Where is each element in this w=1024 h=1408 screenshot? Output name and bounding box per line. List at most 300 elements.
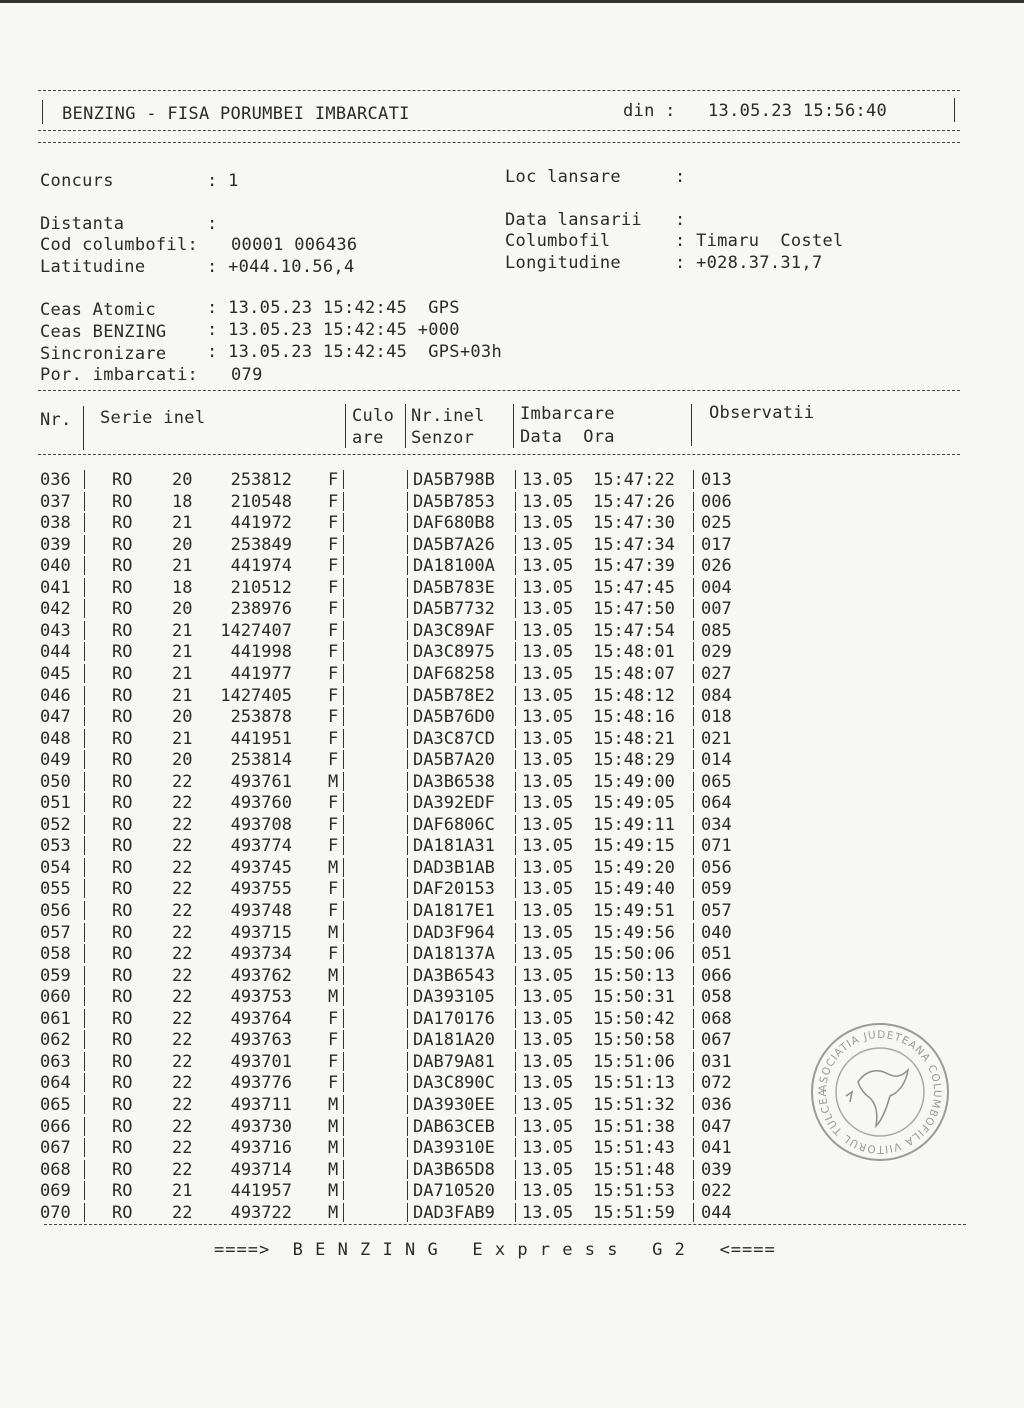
row-sex: F: [328, 577, 339, 598]
column-divider: [515, 1052, 516, 1071]
column-divider: [84, 599, 85, 618]
row-country: RO: [112, 1073, 133, 1094]
lat-label: Latitudine: [40, 257, 146, 277]
column-divider: [515, 556, 516, 575]
row-sensor: DAF680B8: [413, 513, 495, 534]
row-nr: 041: [40, 577, 71, 598]
row-sensor: DA181A20: [413, 1030, 495, 1051]
row-time: 15:48:16: [593, 707, 675, 728]
row-sex: F: [328, 1051, 339, 1072]
row-sensor: DAD3F964: [413, 922, 495, 943]
loc-label: Loc lansare: [505, 167, 621, 187]
col-inel-header-2: Senzor: [411, 428, 475, 448]
column-divider: [693, 492, 694, 511]
table-row: [0, 772, 1024, 794]
column-divider: [343, 966, 344, 985]
row-ring-number: 493745: [230, 857, 292, 878]
row-country: RO: [112, 1094, 133, 1115]
column-divider: [343, 815, 344, 834]
column-divider: [343, 858, 344, 877]
long-value: : +028.37.31,7: [675, 253, 823, 273]
column-divider: [84, 966, 85, 985]
row-country: RO: [112, 1030, 133, 1051]
row-ring-number: 493708: [230, 814, 292, 835]
table-row: [0, 966, 1024, 988]
table-row: [0, 815, 1024, 837]
row-sensor: DA5B76D0: [413, 707, 495, 728]
row-obs: 071: [701, 836, 732, 857]
row-ring-number: 493760: [230, 793, 292, 814]
row-nr: 040: [40, 556, 71, 577]
row-nr: 049: [40, 750, 71, 771]
column-divider: [693, 901, 694, 920]
row-year: 21: [172, 1181, 193, 1202]
column-divider: [515, 923, 516, 942]
row-nr: 069: [40, 1181, 71, 1202]
row-ring-number: 441977: [230, 663, 292, 684]
row-ring-number: 253878: [230, 707, 292, 728]
row-sensor: DA3B65D8: [413, 1159, 495, 1180]
row-date: 13.05: [522, 944, 574, 965]
column-divider: [343, 556, 344, 575]
column-divider: [515, 793, 516, 812]
column-divider: [343, 1181, 344, 1200]
table-row: [0, 901, 1024, 923]
row-year: 22: [172, 814, 193, 835]
row-date: 13.05: [522, 577, 574, 598]
row-nr: 063: [40, 1051, 71, 1072]
table-row: [0, 1160, 1024, 1182]
row-country: RO: [112, 1181, 133, 1202]
table-row: [0, 923, 1024, 945]
column-divider: [693, 987, 694, 1006]
row-nr: 039: [40, 534, 71, 555]
row-year: 22: [172, 836, 193, 857]
column-divider: [407, 923, 408, 942]
row-sensor: DA5B7A26: [413, 534, 495, 555]
row-nr: 056: [40, 901, 71, 921]
column-divider: [515, 535, 516, 554]
row-obs: 058: [701, 987, 732, 1008]
row-obs: 034: [701, 814, 732, 835]
row-nr: 060: [40, 987, 71, 1008]
report-title: BENZING - FISA PORUMBEI IMBARCATI: [62, 104, 410, 124]
row-time: 15:50:13: [593, 965, 675, 986]
row-country: RO: [112, 771, 133, 792]
column-divider: [84, 1181, 85, 1200]
row-obs: 031: [701, 1051, 732, 1072]
row-sensor: DAD3FAB9: [413, 1202, 495, 1223]
row-year: 21: [172, 642, 193, 663]
row-ring-number: 493764: [230, 1008, 292, 1029]
col-inel-header: Nr.inel: [411, 406, 485, 426]
column-divider: [407, 664, 408, 683]
row-obs: 057: [701, 901, 732, 921]
column-divider: [84, 729, 85, 748]
row-year: 21: [172, 513, 193, 534]
table-row: [0, 836, 1024, 858]
report-date: 13.05.23 15:56:40: [708, 101, 888, 121]
column-divider: [84, 642, 85, 661]
row-sex: F: [328, 901, 339, 921]
table-row: [0, 729, 1024, 751]
column-divider: [693, 642, 694, 661]
column-divider: [693, 1138, 694, 1157]
column-divider: [407, 535, 408, 554]
row-year: 22: [172, 1202, 193, 1223]
row-nr: 037: [40, 491, 71, 512]
row-sex: M: [328, 1181, 339, 1202]
row-country: RO: [112, 513, 133, 534]
row-date: 13.05: [522, 922, 574, 943]
row-sex: M: [328, 1094, 339, 1115]
row-nr: 068: [40, 1159, 71, 1180]
row-obs: 014: [701, 750, 732, 771]
column-divider: [84, 1009, 85, 1028]
column-divider: [343, 686, 344, 705]
row-nr: 070: [40, 1202, 71, 1223]
row-ring-number: 441998: [230, 642, 292, 663]
row-date: 13.05: [522, 642, 574, 663]
row-nr: 061: [40, 1008, 71, 1029]
column-divider: [84, 750, 85, 769]
row-sex: F: [328, 1008, 339, 1029]
row-time: 15:50:42: [593, 1008, 675, 1029]
row-country: RO: [112, 620, 133, 641]
row-date: 13.05: [522, 987, 574, 1008]
row-date: 13.05: [522, 836, 574, 857]
row-obs: 051: [701, 944, 732, 965]
row-nr: 038: [40, 513, 71, 534]
column-divider: [515, 815, 516, 834]
columbofil-label: Columbofil: [505, 231, 611, 251]
row-obs: 064: [701, 793, 732, 814]
row-date: 13.05: [522, 534, 574, 555]
row-obs: 026: [701, 556, 732, 577]
stamp-text: ASOCIATIA JUDETEANA COLUMBOFILA VIITORUL TULCEA: [816, 1028, 944, 1156]
column-divider: [693, 1160, 694, 1179]
row-ring-number: 493776: [230, 1073, 292, 1094]
row-sensor: DAF6806C: [413, 814, 495, 835]
column-divider: [515, 642, 516, 661]
row-date: 13.05: [522, 1159, 574, 1180]
row-nr: 055: [40, 879, 71, 900]
divider: [691, 404, 692, 446]
row-year: 22: [172, 944, 193, 965]
column-divider: [515, 858, 516, 877]
row-date: 13.05: [522, 1008, 574, 1029]
column-divider: [343, 772, 344, 791]
row-country: RO: [112, 663, 133, 684]
column-divider: [515, 1138, 516, 1157]
column-divider: [407, 987, 408, 1006]
divider: [38, 142, 960, 143]
row-sensor: DA170176: [413, 1008, 495, 1029]
row-country: RO: [112, 750, 133, 771]
row-year: 21: [172, 685, 193, 706]
column-divider: [84, 772, 85, 791]
sinc-value: : 13.05.23 15:42:45 GPS+03h: [207, 342, 502, 362]
row-sex: F: [328, 534, 339, 555]
row-time: 15:50:06: [593, 944, 675, 965]
ceas-atomic-value: : 13.05.23 15:42:45 GPS: [207, 298, 460, 318]
column-divider: [343, 578, 344, 597]
column-divider: [84, 987, 85, 1006]
row-sex: F: [328, 663, 339, 684]
column-divider: [343, 1073, 344, 1092]
row-year: 22: [172, 1159, 193, 1180]
column-divider: [343, 513, 344, 532]
column-divider: [343, 750, 344, 769]
row-sex: M: [328, 771, 339, 792]
divider: [513, 404, 514, 448]
row-ring-number: 210512: [230, 577, 292, 598]
row-obs: 022: [701, 1181, 732, 1202]
column-divider: [84, 1095, 85, 1114]
row-sensor: DA3C87CD: [413, 728, 495, 749]
row-time: 15:49:00: [593, 771, 675, 792]
cod-value: 00001 006436: [231, 235, 358, 255]
row-year: 22: [172, 771, 193, 792]
col-nr-header: Nr.: [40, 410, 72, 430]
column-divider: [693, 470, 694, 489]
ceas-atomic-label: Ceas Atomic: [40, 300, 156, 320]
row-ring-number: 1427405: [220, 685, 292, 706]
row-nr: 048: [40, 728, 71, 749]
data-lansarii-label: Data lansarii: [505, 210, 642, 230]
row-nr: 064: [40, 1073, 71, 1094]
table-row: [0, 621, 1024, 643]
concurs-value: : 1: [207, 171, 239, 191]
column-divider: [515, 470, 516, 489]
row-year: 22: [172, 1030, 193, 1051]
row-date: 13.05: [522, 1030, 574, 1051]
row-sex: F: [328, 620, 339, 641]
row-country: RO: [112, 1116, 133, 1137]
row-sensor: DA393105: [413, 987, 495, 1008]
row-obs: 018: [701, 707, 732, 728]
row-nr: 058: [40, 944, 71, 965]
row-sex: M: [328, 987, 339, 1008]
row-sex: F: [328, 685, 339, 706]
row-ring-number: 441957: [230, 1181, 292, 1202]
row-sensor: DA5B78E2: [413, 685, 495, 706]
row-time: 15:48:21: [593, 728, 675, 749]
column-divider: [407, 642, 408, 661]
column-divider: [84, 1030, 85, 1049]
row-sensor: DA1817E1: [413, 901, 495, 921]
row-sensor: DA3C8975: [413, 642, 495, 663]
column-divider: [693, 621, 694, 640]
col-imbarcare-header: Imbarcare: [520, 404, 615, 424]
column-divider: [84, 707, 85, 726]
column-divider: [693, 879, 694, 898]
table-row: [0, 793, 1024, 815]
row-ring-number: 493762: [230, 965, 292, 986]
row-year: 20: [172, 534, 193, 555]
row-year: 21: [172, 663, 193, 684]
row-year: 20: [172, 750, 193, 771]
column-divider: [343, 599, 344, 618]
column-divider: [343, 836, 344, 855]
column-divider: [407, 1030, 408, 1049]
row-ring-number: 493714: [230, 1159, 292, 1180]
row-date: 13.05: [522, 879, 574, 900]
column-divider: [343, 1138, 344, 1157]
column-divider: [343, 1160, 344, 1179]
column-divider: [84, 1073, 85, 1092]
row-sensor: DAB63CEB: [413, 1116, 495, 1137]
column-divider: [84, 535, 85, 554]
column-divider: [343, 944, 344, 963]
row-sex: M: [328, 965, 339, 986]
row-nr: 053: [40, 836, 71, 857]
column-divider: [84, 879, 85, 898]
row-date: 13.05: [522, 1181, 574, 1202]
footer-banner: ====> B E N Z I N G E x p r e s s G 2 <====: [214, 1240, 776, 1260]
column-divider: [407, 858, 408, 877]
row-sex: F: [328, 513, 339, 534]
row-ring-number: 441951: [230, 728, 292, 749]
column-divider: [693, 966, 694, 985]
row-nr: 065: [40, 1094, 71, 1115]
column-divider: [515, 599, 516, 618]
row-sex: M: [328, 1138, 339, 1159]
row-nr: 062: [40, 1030, 71, 1051]
row-sex: F: [328, 1030, 339, 1051]
column-divider: [693, 686, 694, 705]
column-divider: [407, 815, 408, 834]
row-country: RO: [112, 470, 133, 490]
row-country: RO: [112, 707, 133, 728]
row-country: RO: [112, 556, 133, 577]
column-divider: [693, 513, 694, 532]
row-year: 21: [172, 728, 193, 749]
row-year: 22: [172, 857, 193, 878]
row-ring-number: 493730: [230, 1116, 292, 1137]
row-time: 15:51:32: [593, 1094, 675, 1115]
row-ring-number: 493715: [230, 922, 292, 943]
row-year: 22: [172, 1073, 193, 1094]
column-divider: [407, 879, 408, 898]
row-sensor: DA5B7732: [413, 599, 495, 620]
row-sensor: DAF68258: [413, 663, 495, 684]
row-nr: 057: [40, 922, 71, 943]
table-row: [0, 492, 1024, 514]
column-divider: [407, 1138, 408, 1157]
column-divider: [343, 707, 344, 726]
row-country: RO: [112, 577, 133, 598]
row-year: 22: [172, 1051, 193, 1072]
row-sensor: DA710520: [413, 1181, 495, 1202]
column-divider: [693, 1009, 694, 1028]
row-ring-number: 253814: [230, 750, 292, 771]
column-divider: [84, 1203, 85, 1222]
row-country: RO: [112, 1159, 133, 1180]
row-country: RO: [112, 879, 133, 900]
column-divider: [515, 707, 516, 726]
row-obs: 017: [701, 534, 732, 555]
row-ring-number: 493716: [230, 1138, 292, 1159]
column-divider: [515, 966, 516, 985]
row-sensor: DAF20153: [413, 879, 495, 900]
row-year: 22: [172, 879, 193, 900]
divider: [38, 390, 960, 391]
date-label: din :: [623, 101, 676, 121]
row-obs: 056: [701, 857, 732, 878]
row-date: 13.05: [522, 1202, 574, 1223]
col-serie-header: Serie inel: [100, 408, 206, 428]
column-divider: [515, 492, 516, 511]
row-year: 22: [172, 793, 193, 814]
column-divider: [84, 944, 85, 963]
column-divider: [515, 1095, 516, 1114]
column-divider: [693, 858, 694, 877]
column-divider: [84, 901, 85, 920]
table-row: [0, 470, 1024, 492]
column-divider: [693, 1203, 694, 1222]
row-time: 15:49:15: [593, 836, 675, 857]
concurs-label: Concurs: [40, 171, 114, 191]
row-obs: 004: [701, 577, 732, 598]
row-date: 13.05: [522, 491, 574, 512]
column-divider: [515, 621, 516, 640]
column-divider: [693, 1073, 694, 1092]
lat-value: : +044.10.56,4: [207, 257, 355, 277]
col-culoare-header: Culo: [352, 406, 395, 426]
row-date: 13.05: [522, 513, 574, 534]
table-row: [0, 1203, 1024, 1225]
column-divider: [343, 1009, 344, 1028]
row-year: 22: [172, 1008, 193, 1029]
row-time: 15:49:11: [593, 814, 675, 835]
row-sensor: DA3C89AF: [413, 620, 495, 641]
row-ring-number: 493711: [230, 1094, 292, 1115]
row-time: 15:48:07: [593, 663, 675, 684]
row-sex: F: [328, 836, 339, 857]
row-time: 15:51:43: [593, 1138, 675, 1159]
row-sensor: DA5B783E: [413, 577, 495, 598]
column-divider: [515, 750, 516, 769]
table-row: [0, 987, 1024, 1009]
column-divider: [84, 1160, 85, 1179]
row-nr: 066: [40, 1116, 71, 1137]
row-date: 13.05: [522, 707, 574, 728]
table-row: [0, 707, 1024, 729]
column-divider: [343, 1030, 344, 1049]
column-divider: [84, 664, 85, 683]
column-divider: [515, 987, 516, 1006]
row-time: 15:48:01: [593, 642, 675, 663]
scan-edge: [0, 0, 1024, 3]
row-sensor: DA5B7A20: [413, 750, 495, 771]
table-row: [0, 513, 1024, 535]
column-divider: [407, 621, 408, 640]
sinc-label: Sincronizare: [40, 344, 167, 364]
column-divider: [343, 492, 344, 511]
row-obs: 027: [701, 663, 732, 684]
table-row: [0, 750, 1024, 772]
row-ring-number: 493748: [230, 901, 292, 921]
column-divider: [407, 1052, 408, 1071]
row-date: 13.05: [522, 965, 574, 986]
row-time: 15:50:58: [593, 1030, 675, 1051]
row-country: RO: [112, 1202, 133, 1223]
table-row: [0, 578, 1024, 600]
row-time: 15:51:53: [593, 1181, 675, 1202]
ceas-benzing-value: : 13.05.23 15:42:45 +000: [207, 320, 460, 340]
row-obs: 067: [701, 1030, 732, 1051]
